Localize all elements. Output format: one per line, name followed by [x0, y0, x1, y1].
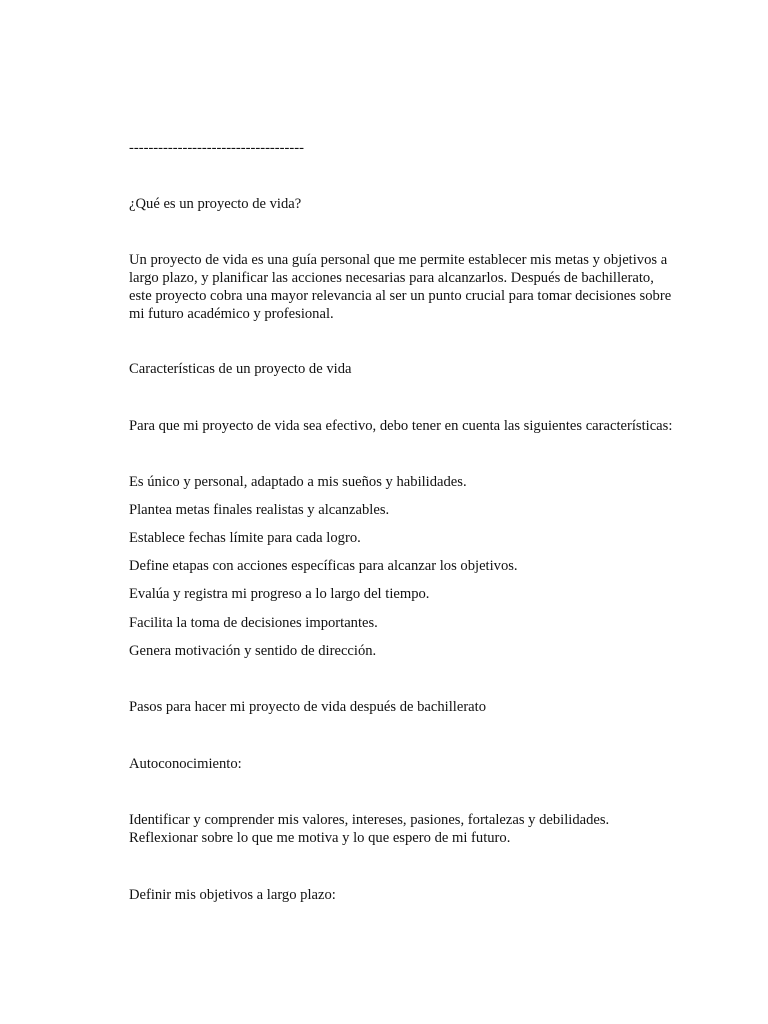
heading-pasos: Pasos para hacer mi proyecto de vida después de bachillerato [129, 699, 487, 715]
paragraph-line: este proyecto cobra una mayor relevancia al ser un punto crucial para tomar decisiones sobre [129, 288, 672, 304]
paragraph-definicion [129, 251, 699, 323]
step-line: Identificar y comprender mis valores, intereses, pasiones, fortalezas y debilidades. [129, 812, 610, 828]
list-item: Establece fechas límite para cada logro. [129, 530, 361, 546]
list-item: Genera motivación y sentido de dirección. [129, 643, 377, 659]
intro-caracteristicas: Para que mi proyecto de vida sea efectivo, debo tener en cuenta las siguientes características: [129, 418, 673, 434]
heading-caracteristicas: Características de un proyecto de vida [129, 361, 352, 377]
step-title-autoconocimiento: Autoconocimiento: [129, 756, 242, 772]
step-title-objetivos: Definir mis objetivos a largo plazo: [129, 887, 336, 903]
step-line: Reflexionar sobre lo que me motiva y lo que espero de mi futuro. [129, 830, 511, 846]
list-item: Define etapas con acciones específicas para alcanzar los objetivos. [129, 558, 518, 574]
separator-line: ------------------------------------ [129, 140, 304, 156]
heading-que-es: ¿Qué es un proyecto de vida? [129, 196, 302, 212]
paragraph-line: mi futuro académico y profesional. [129, 306, 334, 322]
list-item: Es único y personal, adaptado a mis sueños y habilidades. [129, 474, 467, 490]
paragraph-line: largo plazo, y planificar las acciones necesarias para alcanzarlos. Después de bachillerato, [129, 270, 654, 286]
list-item: Evalúa y registra mi progreso a lo largo del tiempo. [129, 586, 430, 602]
paragraph-line: Un proyecto de vida es una guía personal que me permite establecer mis metas y objetivos a [129, 252, 668, 268]
list-item: Facilita la toma de decisiones importantes. [129, 615, 378, 631]
step-description-autoconocimiento [129, 811, 699, 847]
list-item: Plantea metas finales realistas y alcanzables. [129, 502, 390, 518]
